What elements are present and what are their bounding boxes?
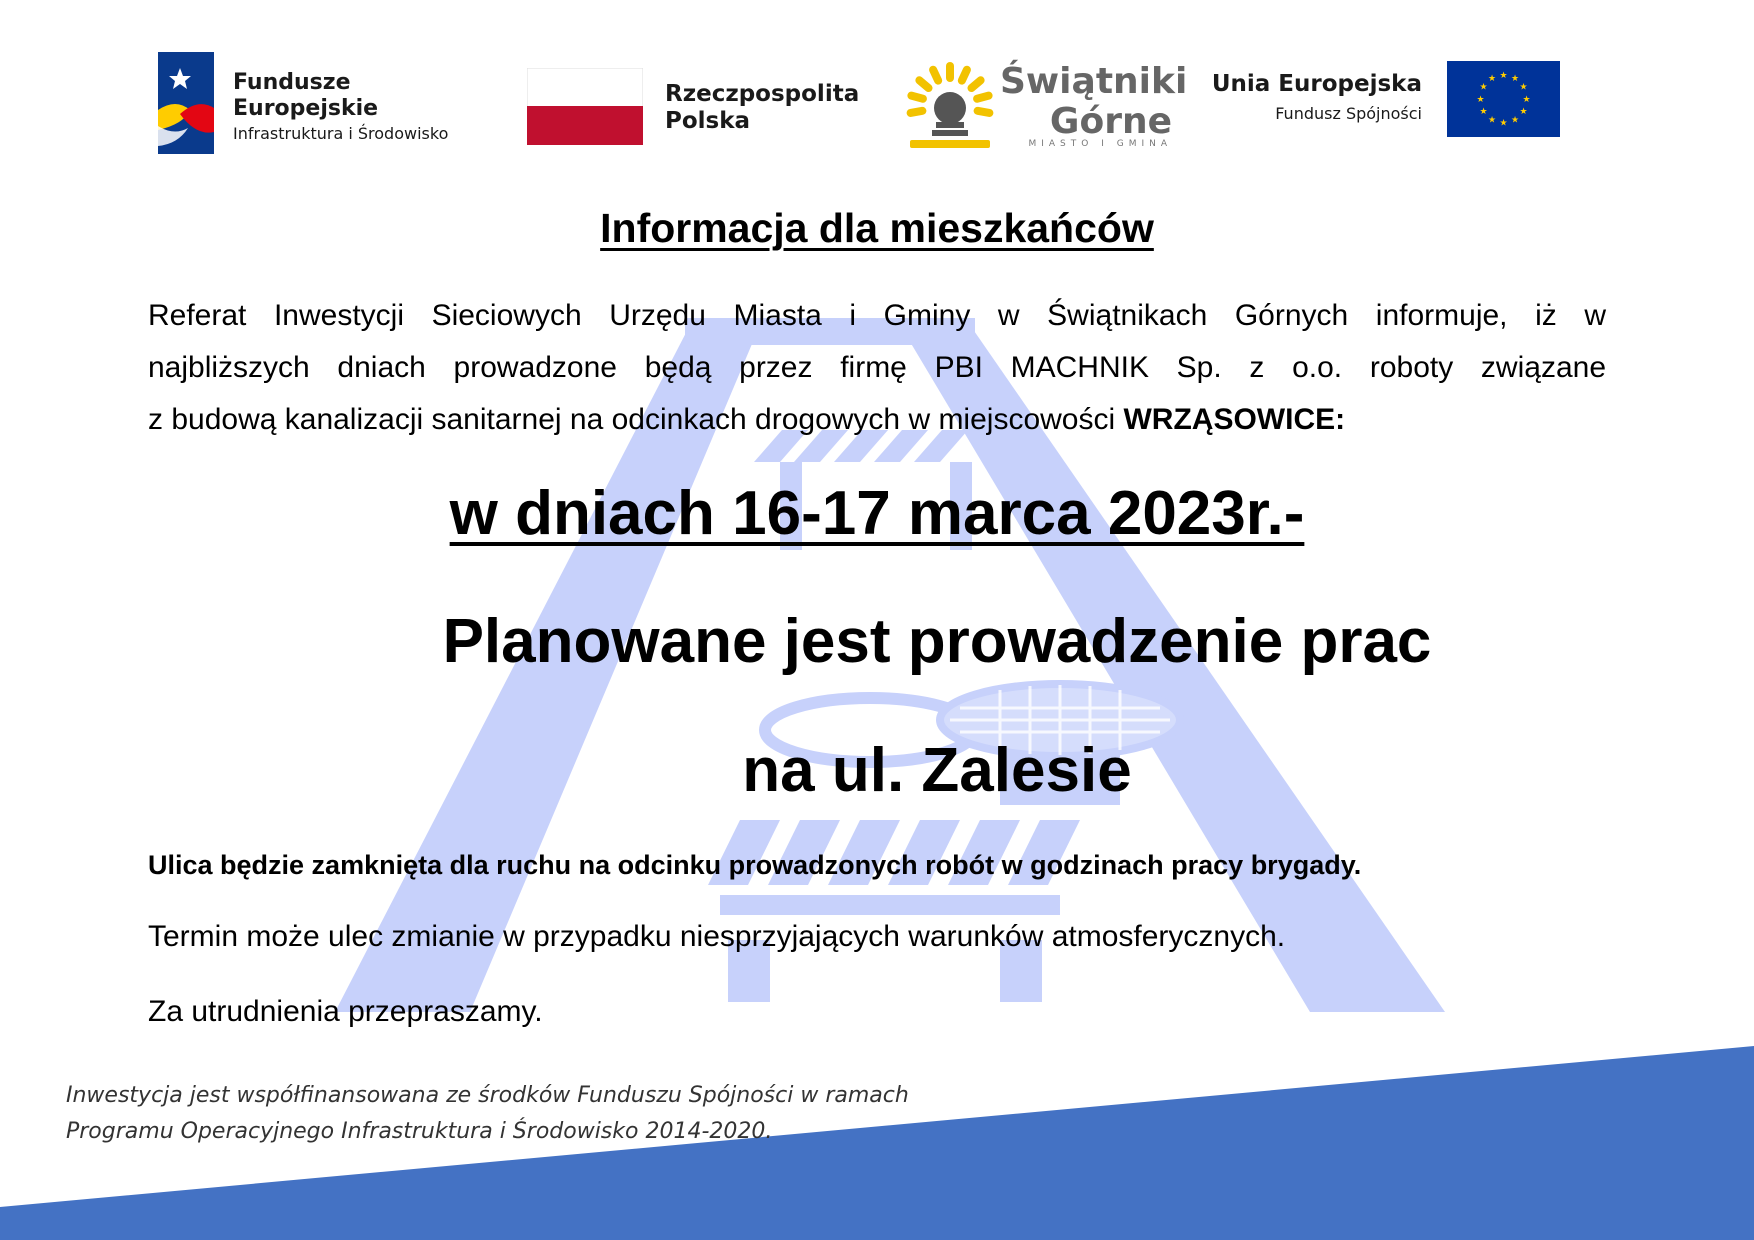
svg-text:★: ★ xyxy=(1479,107,1488,117)
rp-name-line2: Polska xyxy=(665,108,751,134)
intro-line-2: najbliższych dniach prowadzone będą przez firmę PBI MACHNIK Sp. z o.o. roboty związane xyxy=(148,351,1606,384)
sg-logo-subtitle: MIASTO I GMINA xyxy=(1028,139,1172,149)
svg-text:★: ★ xyxy=(1487,115,1497,126)
work-dates: w dniach 16-17 marca 2023r.- xyxy=(449,479,1305,548)
intro-line-3-text: z budową kanalizacji sanitarnej na odcinkach drogowych w miejscowości xyxy=(148,403,1124,436)
svg-text:★: ★ xyxy=(1499,118,1508,129)
ue-logo-name: Unia Europejska xyxy=(1211,71,1422,97)
intro-line-1: Referat Inwestycji Sieciowych Urzędu Miasta i Gminy w Świątnikach Górnych informuje, iż w xyxy=(148,299,1606,332)
term-notice: Termin może ulec zmianie w przypadku niesprzyjających warunków atmosferycznych. xyxy=(148,920,1286,953)
planned-works-text: Planowane jest prowadzenie prac xyxy=(442,607,1432,676)
street-name: na ul. Zalesie xyxy=(742,736,1132,805)
locality-name: WRZĄSOWICE: xyxy=(1123,403,1346,436)
svg-text:★: ★ xyxy=(1510,115,1520,126)
apology-text: Za utrudnienia przepraszamy. xyxy=(148,995,543,1028)
funding-statement xyxy=(66,1078,909,1150)
fe-name-line2: Europejskie xyxy=(233,96,379,121)
svg-text:★: ★ xyxy=(1476,95,1485,105)
sg-name-line2: Górne xyxy=(1049,101,1172,142)
svg-text:★: ★ xyxy=(1479,82,1488,93)
closure-notice: Ulica będzie zamknięta dla ruchu na odcinku prowadzonych robót w godzinach pracy brygady. xyxy=(148,850,1362,880)
fe-name-line1: Fundusze xyxy=(233,70,351,95)
funding-line-1: Inwestycja jest współfinansowana ze środków Funduszu Spójności w ramach xyxy=(66,1083,909,1108)
svg-text:★: ★ xyxy=(1519,107,1528,117)
sg-name-line1: Świątniki xyxy=(1000,61,1188,102)
funding-line-2: Programu Operacyjnego Infrastruktura i Środowisko 2014-2020. xyxy=(66,1119,773,1144)
svg-text:★: ★ xyxy=(1499,71,1508,81)
fe-logo-subtitle: Infrastruktura i Środowisko xyxy=(233,124,449,143)
svg-text:★: ★ xyxy=(1510,74,1520,84)
svg-text:★: ★ xyxy=(1487,74,1497,84)
ue-logo-subtitle: Fundusz Spójności xyxy=(1275,104,1422,123)
rp-name-line1: Rzeczpospolita xyxy=(665,81,860,107)
svg-text:★: ★ xyxy=(1522,95,1531,105)
svg-text:★: ★ xyxy=(1519,82,1528,93)
notice-heading: Informacja dla mieszkańców xyxy=(600,205,1154,251)
